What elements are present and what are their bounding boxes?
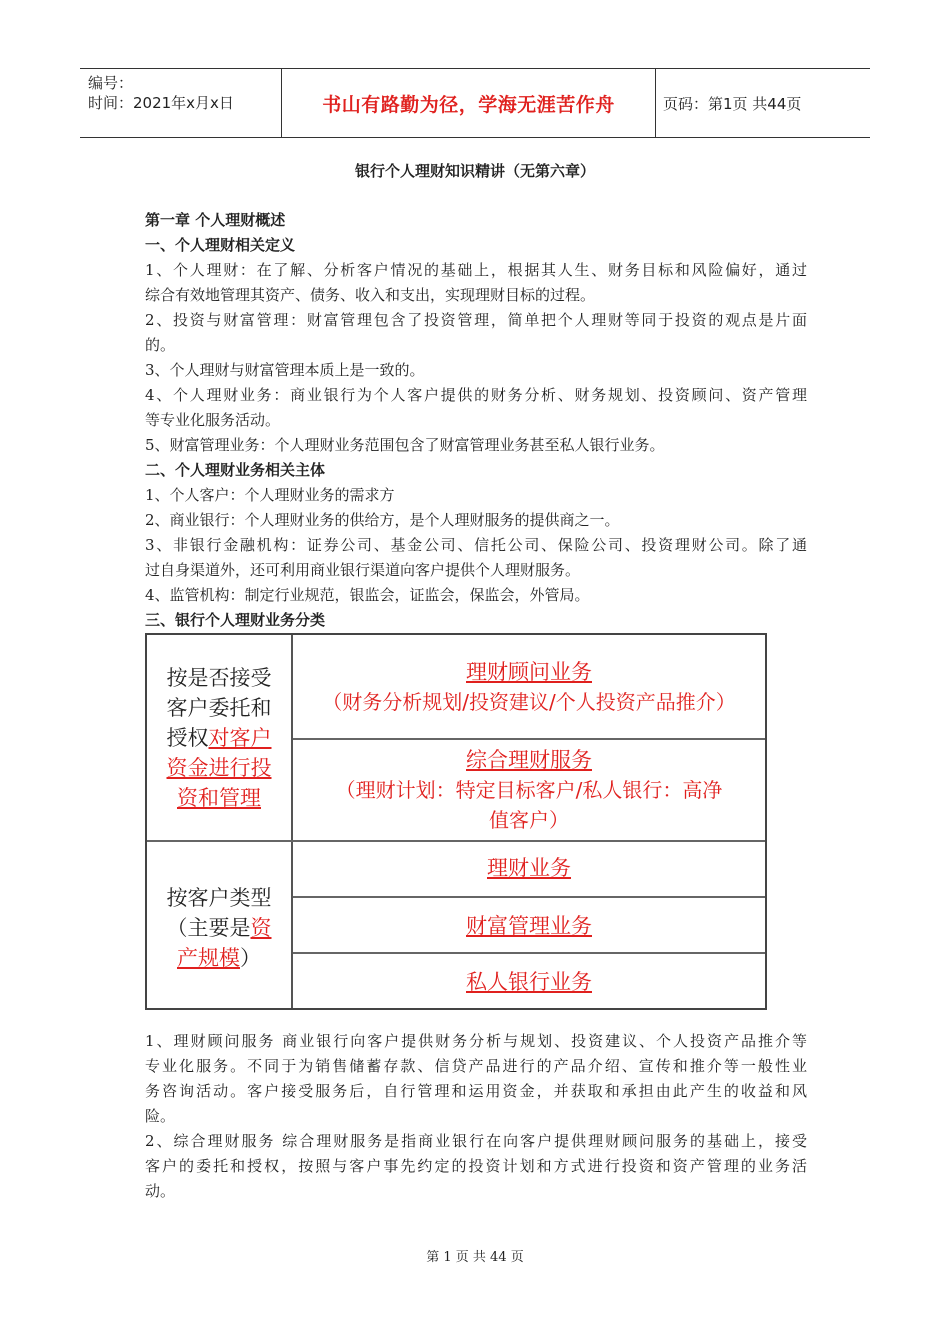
- row-title: 综合理财服务: [466, 748, 592, 772]
- body-section-intro: [145, 208, 807, 633]
- section-heading: 一、个人理财相关定义: [145, 236, 296, 254]
- row-title: 理财顾问业务: [466, 660, 592, 684]
- row-title: 私人银行业务: [466, 970, 592, 994]
- header-page-info: 页码：第1页 共44页: [663, 94, 802, 113]
- label-highlight: 资金进行投: [166, 756, 272, 780]
- text-line: 3、非银行金融机构：证券公司、基金公司、信托公司、保险公司、投资理财公司。除了通: [145, 536, 807, 554]
- time-label: 时间：2021年x月x日: [88, 94, 234, 112]
- section-heading: 三、银行个人理财业务分类: [145, 611, 326, 629]
- row-detail: 值客户）: [489, 808, 569, 832]
- text-line: 综合有效地管理其资产、债务、收入和支出，实现理财目标的过程。: [145, 286, 596, 304]
- text-line: 3、个人理财与财富管理本质上是一致的。: [145, 361, 425, 379]
- text-line: 4、监管机构：制定行业规范，银监会，证监会，保监会，外管局。: [145, 586, 590, 604]
- label-line: 客户委托和: [166, 696, 272, 720]
- row-comprehensive-service: [293, 745, 765, 835]
- classification-table: [145, 633, 767, 1010]
- table-group-divider: [147, 840, 765, 842]
- table-row-divider: [293, 952, 765, 954]
- page-header: [80, 68, 870, 138]
- label-line: 按是否接受: [166, 666, 272, 690]
- header-motto: 书山有路勤为径，学海无涯苦作舟: [281, 69, 656, 137]
- text-line: 4、个人理财业务：商业银行为个人客户提供的财务分析、财务规划、投资顾问、资产管理: [145, 386, 807, 404]
- table-row-divider: [293, 896, 765, 898]
- label-highlight: 对客户: [208, 726, 272, 750]
- section-heading: 第一章 个人理财概述: [145, 211, 286, 229]
- text-line: 1、个人理财：在了解、分析客户情况的基础上，根据其人生、财务目标和风险偏好，通过: [145, 261, 807, 279]
- row-wealth-business: [293, 853, 765, 883]
- text-line: 2、综合理财服务 综合理财服务是指商业银行在向客户提供理财顾问服务的基础上，接受: [145, 1132, 807, 1150]
- label-highlight: 产规模: [177, 946, 240, 970]
- text-line: 险。: [145, 1107, 176, 1125]
- group-label-customer-type: [147, 883, 291, 973]
- document-title: 银行个人理财知识精讲（无第六章）: [354, 162, 595, 180]
- text-line: 2、投资与财富管理：财富管理包含了投资管理，简单把个人理财等同于投资的观点是片面: [145, 311, 807, 329]
- row-title: 财富管理业务: [466, 914, 592, 938]
- text-line: 2、商业银行：个人理财业务的供给方，是个人理财服务的提供商之一。: [145, 511, 620, 529]
- row-title: 理财业务: [487, 856, 571, 880]
- label-line: 按客户类型: [166, 886, 272, 910]
- group-label-authorization: [147, 663, 291, 813]
- label-line: 授权: [166, 726, 209, 750]
- page-footer: 第 1 页 共 44 页: [426, 1250, 524, 1265]
- text-line: 1、个人客户：个人理财业务的需求方: [145, 486, 395, 504]
- code-label: 编号：: [88, 74, 134, 92]
- row-private-banking: [293, 967, 765, 997]
- body-section-services: [145, 1029, 807, 1204]
- text-line: 5、财富管理业务：个人理财业务范围包含了财富管理业务甚至私人银行业务。: [145, 436, 665, 454]
- label-highlight: 资和管理: [177, 786, 261, 810]
- text-line: 务咨询活动。客户接受服务后，自行管理和运用资金，并获取和承担由此产生的收益和风: [145, 1082, 807, 1100]
- table-row-divider: [293, 738, 765, 740]
- text-line: 动。: [145, 1182, 176, 1200]
- label-line: ）: [240, 946, 261, 970]
- row-wealth-management: [293, 911, 765, 941]
- text-line: 过自身渠道外，还可利用商业银行渠道向客户提供个人理财服务。: [145, 561, 581, 579]
- row-advisory-service: [293, 657, 765, 717]
- label-highlight: 资: [250, 916, 272, 940]
- text-line: 1、理财顾问服务 商业银行向客户提供财务分析与规划、投资建议、个人投资产品推介等: [145, 1032, 807, 1050]
- text-line: 的。: [145, 336, 176, 354]
- row-detail: （理财计划：特定目标客户/私人银行：高净: [335, 778, 723, 802]
- text-line: 专业化服务。不同于为销售储蓄存款、信贷产品进行的产品介绍、宣传和推介等一般性业: [145, 1057, 807, 1075]
- label-line: （主要是: [166, 916, 251, 940]
- text-line: 客户的委托和授权，按照与客户事先约定的投资计划和方式进行投资和资产管理的业务活: [145, 1157, 807, 1175]
- row-detail: （财务分析规划/投资建议/个人投资产品推介）: [322, 690, 736, 714]
- section-heading: 二、个人理财业务相关主体: [145, 461, 326, 479]
- text-line: 等专业化服务活动。: [145, 411, 281, 429]
- header-meta: [80, 69, 281, 137]
